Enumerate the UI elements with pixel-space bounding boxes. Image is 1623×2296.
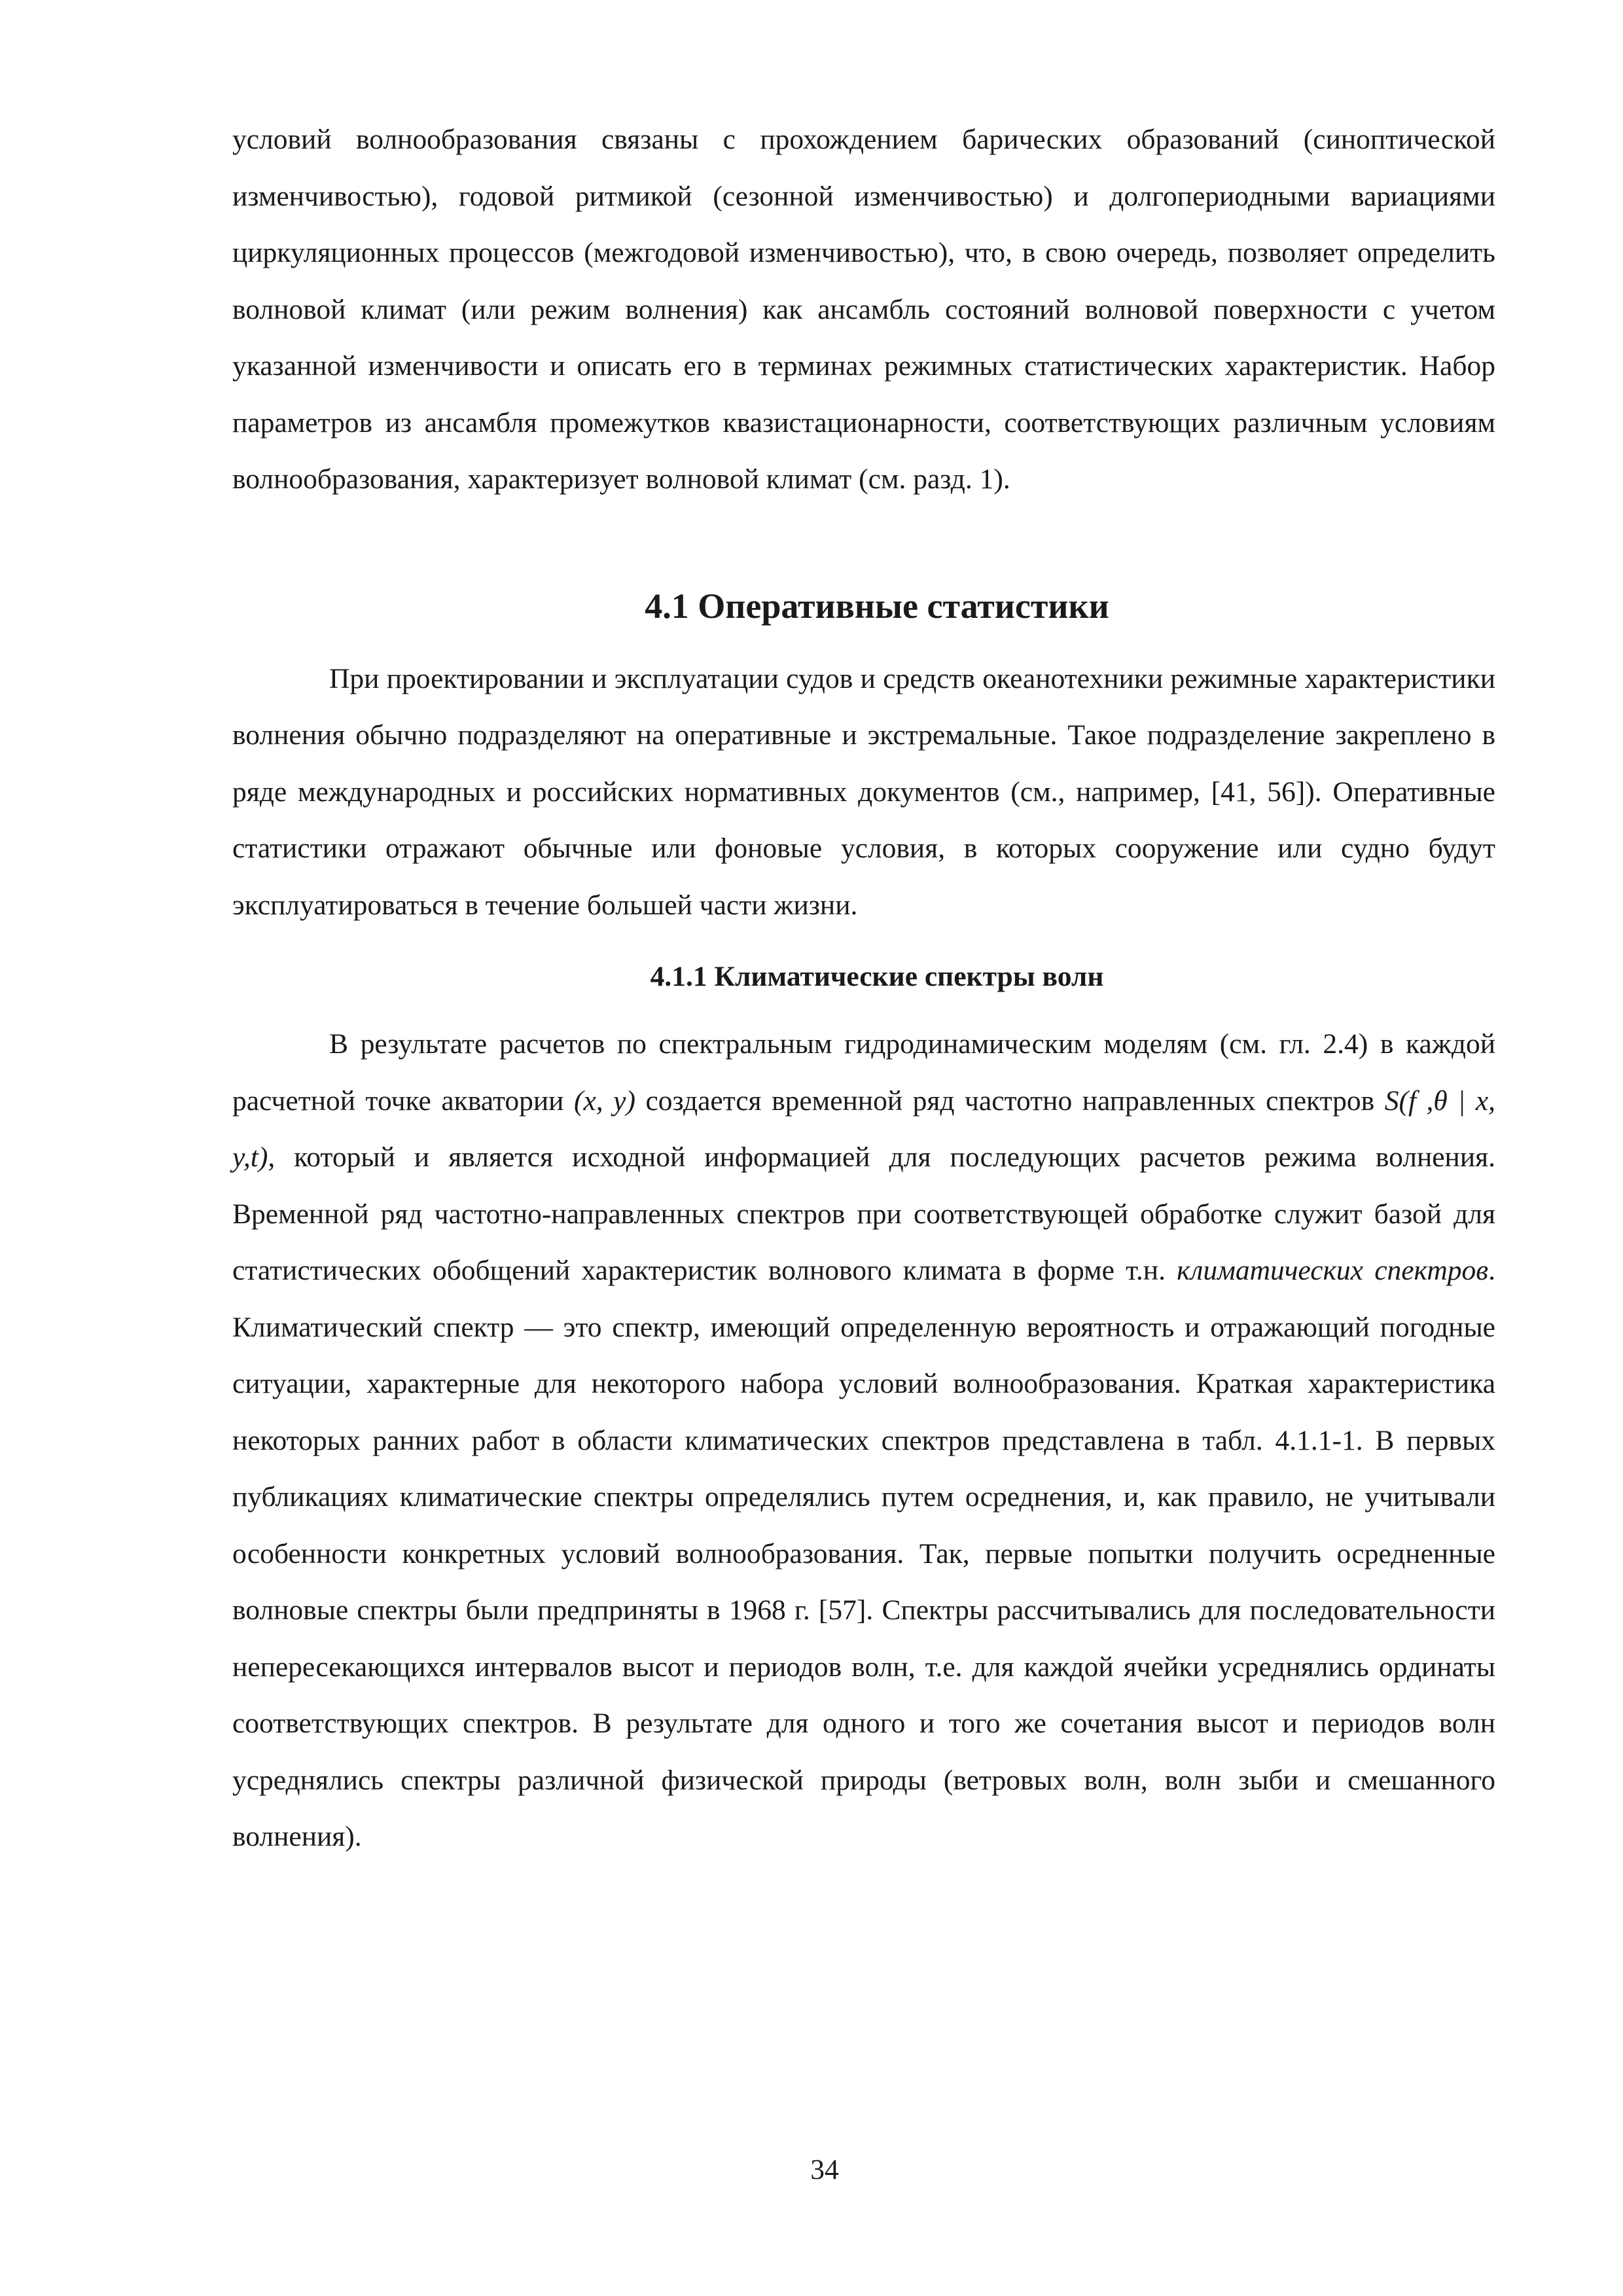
subsection-text-part-1: В результате расчетов по спектральным гидродинамическим моделям (см. гл. 2.4) в каждой расчетной точке акватории: [232, 1028, 1495, 1117]
subsection-text-part-4: . Климатический спектр — это спектр, имеющий определенную вероятность и отражающий погодные ситуации, характерные для некоторого набора условий волнообразования. Краткая характеристика некоторых ранних работ в области климатических спектров представлена в табл. 4.1.1-1. В первых публикациях климатические спектры определялись путем осреднения, и, как правило, не учитывали особенности конкретных условий волнообразования. Так, первые попытки получить осредненные волновые спектры были предприняты в 1968 г. [57]. Спектры рассчитывались для последовательности непересекающихся интервалов высот и периодов волн, т.е. для каждой ячейки усреднялись ординаты соответствующих спектров. В результате для одного и того же сочетания высот и периодов волн усреднялись спектры различной физической природы (ветровых волн, волн зыби и смешанного волнения).: [232, 1255, 1496, 1852]
spectrum-formula: S(f ,θ | x, y,t): [232, 1085, 1495, 1173]
section-paragraph: При проектировании и эксплуатации судов и средств океанотехники режимные характеристики волнения обычно подразделяют на оперативные и экстремальные. Такое подразделение закреплено в ряде международных и российских нормативных документов (см., например, [41, 56]). Оперативные статистики отражают обычные или фоновые условия, в которых сооружение или судно будут эксплуатироваться в течение большей части жизни.: [232, 662, 1495, 921]
coordinate-formula: (x, y): [573, 1085, 635, 1117]
page-body: [232, 111, 1495, 1865]
subsection-text-part-3: , который и является исходной информацией для последующих расчетов режима волнения. Временной ряд частотно-направленных спектров при соответствующей обработке служит базой для статистических обобщений характеристик волнового климата в форме т.н.: [232, 1141, 1495, 1286]
page-number: 34: [810, 2154, 839, 2185]
intro-paragraph: условий волнообразования связаны с прохождением барических образований (синоптической изменчивостью), годовой ритмикой (сезонной изменчивостью) и долгопериодными вариациями циркуляционных процессов (межгодовой изменчивостью), что, в свою очередь, позволяет определить волновой климат (или режим волнения) как ансамбль состояний волновой поверхности с учетом указанной изменчивости и описать его в терминах режимных статистических характеристик. Набор параметров из ансамбля промежутков квазистационарности, соответствующих различным условиям волнообразования, характеризует волновой климат (см. разд. 1).: [232, 124, 1495, 495]
section-heading: 4.1 Оперативные статистики: [645, 586, 1109, 626]
subsection-text-part-2: создается временной ряд частотно направленных спектров: [645, 1085, 1375, 1117]
climatic-spectra-term: климатических спектров: [1177, 1255, 1489, 1286]
subsection-heading: 4.1.1 Климатические спектры волн: [650, 961, 1104, 992]
subsection-paragraph: [232, 1016, 1495, 1865]
